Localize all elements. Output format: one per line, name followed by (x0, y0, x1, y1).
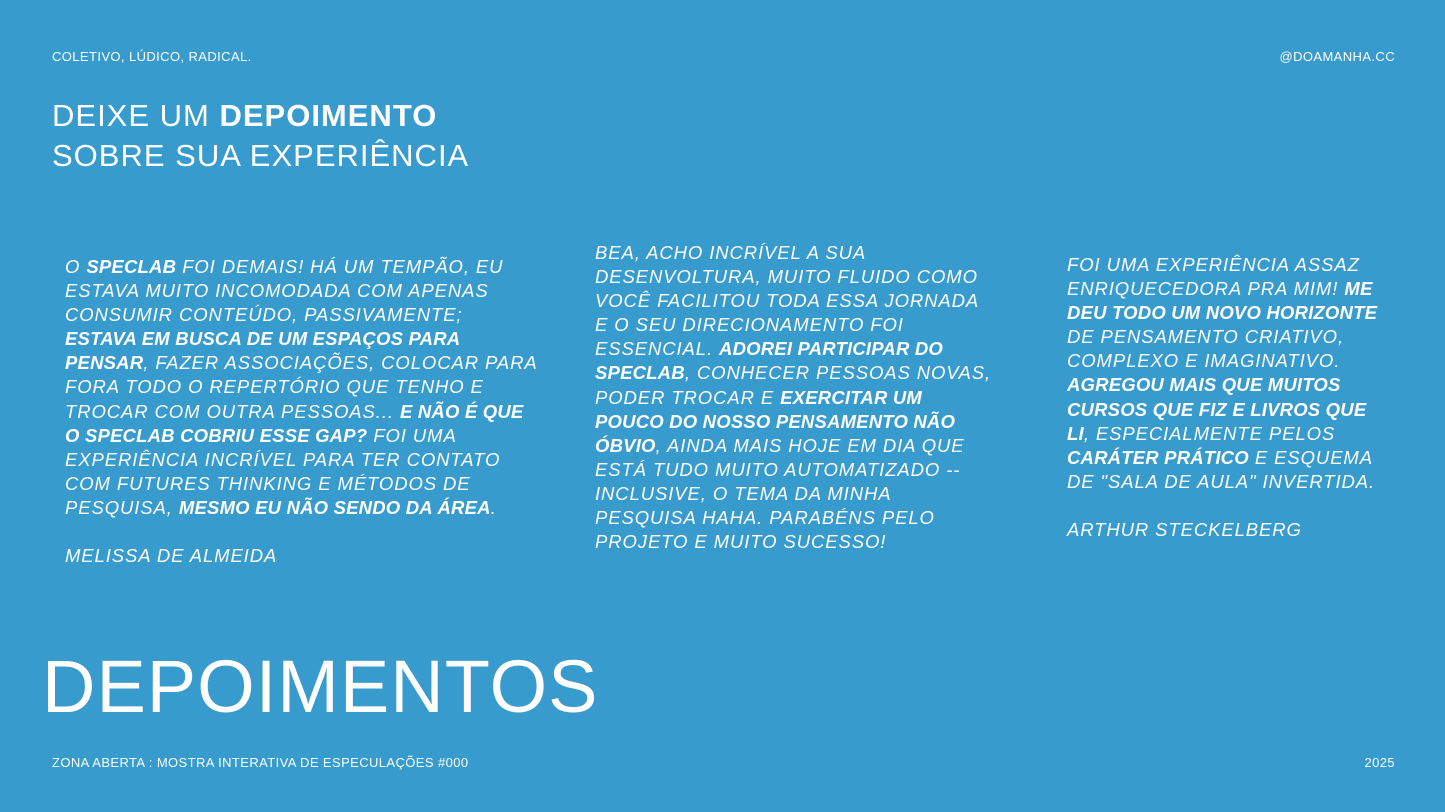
year-label: 2025 (1364, 755, 1395, 770)
testimonial-line (595, 289, 1065, 313)
testimonial-highlight: O SPECLAB COBRIU ESSE GAP? (65, 424, 368, 446)
testimonial-run: E ESQUEMA (1248, 446, 1373, 468)
testimonial-line (65, 424, 535, 448)
testimonial-author: MELISSA DE ALMEIDA (65, 545, 278, 567)
tagline: COLETIVO, LÚDICO, RADICAL. (52, 49, 252, 64)
testimonial-card (1067, 253, 1445, 542)
testimonial-run: DESENVOLTURA, MUITO FLUIDO COMO (595, 266, 978, 288)
section-title: DEPOIMENTOS (42, 645, 599, 728)
testimonial-line (1067, 325, 1445, 349)
testimonial-highlight: E NÃO É QUE (399, 400, 524, 422)
headline-line-1 (52, 96, 469, 136)
testimonial-run: FOI DEMAIS! HÁ UM TEMPÃO, EU (176, 256, 504, 277)
headline-emphasis: DEPOIMENTO (219, 98, 438, 133)
testimonial-text (1067, 253, 1445, 494)
testimonial-line (65, 279, 535, 303)
testimonial-line (1067, 277, 1445, 301)
testimonial-line (1067, 253, 1445, 277)
testimonial-highlight: CURSOS QUE FIZ E LIVROS QUE (1067, 398, 1367, 420)
headline-line-2: SOBRE SUA EXPERIÊNCIA (52, 138, 470, 173)
testimonial-run: , AINDA MAIS HOJE EM DIA QUE (655, 434, 965, 456)
testimonial-line (595, 337, 1065, 361)
testimonial-highlight: MESMO EU NÃO SENDO DA ÁREA (178, 496, 491, 518)
page-headline (52, 96, 469, 176)
testimonial-line (595, 434, 1065, 458)
testimonial-highlight: SPECLAB (595, 362, 685, 384)
testimonial-highlight: ESTAVA EM BUSCA DE UM ESPAÇOS PARA (65, 328, 461, 350)
testimonial-run: PODER TROCAR E (595, 386, 781, 408)
testimonial-highlight: LI (1067, 422, 1084, 444)
testimonial-highlight: ME (1344, 278, 1373, 300)
instagram-handle[interactable]: @DOAMANHA.CC (1279, 49, 1395, 64)
testimonial-highlight: PENSAR (65, 352, 144, 374)
testimonial-card (595, 241, 1065, 554)
testimonial-line (595, 241, 1065, 265)
testimonial-line (65, 400, 535, 424)
testimonial-run: EXPERIÊNCIA INCRÍVEL PARA TER CONTATO (65, 448, 501, 470)
testimonial-run: O (65, 256, 87, 277)
testimonial-run: FOI UMA EXPERIÊNCIA ASSAZ (1067, 254, 1360, 275)
testimonial-run: DE PENSAMENTO CRIATIVO, (1067, 326, 1344, 348)
testimonial-line (65, 351, 538, 375)
testimonial-line (595, 265, 1065, 289)
testimonial-run: ENRIQUECEDORA PRA MIM! (1067, 278, 1345, 300)
testimonial-run: COM FUTURES THINKING E MÉTODOS DE (65, 472, 471, 494)
testimonial-card (65, 255, 538, 568)
testimonial-run: ESTÁ TUDO MUITO AUTOMATIZADO -- (595, 458, 961, 480)
testimonial-highlight: SPECLAB (86, 256, 177, 277)
testimonial-highlight: CARÁTER PRÁTICO (1067, 446, 1249, 468)
testimonial-line (1067, 398, 1445, 422)
testimonial-line (595, 386, 1065, 410)
testimonial-run: . (490, 496, 497, 518)
testimonial-run: E O SEU DIRECIONAMENTO FOI (595, 314, 904, 336)
testimonial-line (1067, 446, 1445, 470)
testimonial-run: PESQUISA, (65, 496, 179, 518)
testimonial-line (65, 303, 535, 327)
testimonial-line (65, 496, 535, 520)
testimonial-line (1067, 373, 1445, 397)
testimonial-run: ESSENCIAL. (595, 338, 720, 360)
event-name: ZONA ABERTA : MOSTRA INTERATIVA DE ESPECULAÇÕES #000 (52, 755, 469, 770)
testimonial-run: PROJETO E MUITO SUCESSO! (595, 531, 887, 553)
headline-text: DEIXE UM (52, 98, 220, 133)
testimonial-highlight: DEU TODO UM NOVO HORIZONTE (1067, 302, 1378, 324)
testimonial-run: PESQUISA HAHA. PARABÉNS PELO (595, 507, 935, 529)
testimonial-run: BEA, ACHO INCRÍVEL A SUA (595, 242, 867, 263)
testimonial-line (595, 530, 1065, 554)
testimonial-line (65, 448, 535, 472)
testimonial-run: VOCÊ FACILITOU TODA ESSA JORNADA (595, 290, 980, 312)
testimonial-line (595, 482, 1065, 506)
testimonial-run: FORA TODO O REPERTÓRIO QUE TENHO E (65, 376, 484, 398)
testimonial-run: INCLUSIVE, O TEMA DA MINHA (595, 482, 892, 504)
testimonial-line (65, 375, 535, 399)
testimonial-run: COMPLEXO E IMAGINATIVO. (1067, 350, 1341, 372)
testimonial-text (65, 255, 538, 520)
testimonial-line (595, 506, 1065, 530)
testimonial-run: TROCAR COM OUTRA PESSOAS... (65, 400, 400, 422)
testimonial-highlight: EXERCITAR UM (780, 386, 923, 408)
testimonial-run: , CONHECER PESSOAS NOVAS, (684, 362, 992, 384)
testimonial-run: , ESPECIALMENTE PELOS (1083, 422, 1336, 444)
testimonial-highlight: AGREGOU MAIS QUE MUITOS (1067, 374, 1341, 396)
testimonial-highlight: ADOREI PARTICIPAR DO (719, 338, 943, 360)
testimonial-line (595, 361, 1065, 385)
testimonial-line (595, 313, 1065, 337)
testimonial-run: FOI UMA (367, 424, 457, 446)
testimonial-line (65, 327, 535, 351)
testimonial-run: CONSUMIR CONTEÚDO, PASSIVAMENTE; (65, 304, 463, 326)
testimonial-line (595, 458, 1065, 482)
testimonial-highlight: POUCO DO NOSSO PENSAMENTO NÃO (595, 410, 956, 432)
testimonial-highlight: ÓBVIO (595, 434, 656, 456)
testimonial-line (595, 410, 1065, 434)
testimonial-run: ESTAVA MUITO INCOMODADA COM APENAS (65, 280, 489, 302)
testimonial-line (65, 472, 535, 496)
testimonial-run: DE "SALA DE AULA" INVERTIDA. (1067, 470, 1376, 492)
testimonial-run: , FAZER ASSOCIAÇÕES, COLOCAR PARA (143, 352, 538, 374)
testimonial-author: ARTHUR STECKELBERG (1067, 518, 1302, 540)
testimonial-text (595, 241, 1065, 554)
testimonial-line (1067, 301, 1445, 325)
testimonial-line (65, 255, 535, 279)
testimonial-line (1067, 422, 1445, 446)
testimonial-line (1067, 470, 1445, 494)
testimonial-line (1067, 349, 1445, 373)
